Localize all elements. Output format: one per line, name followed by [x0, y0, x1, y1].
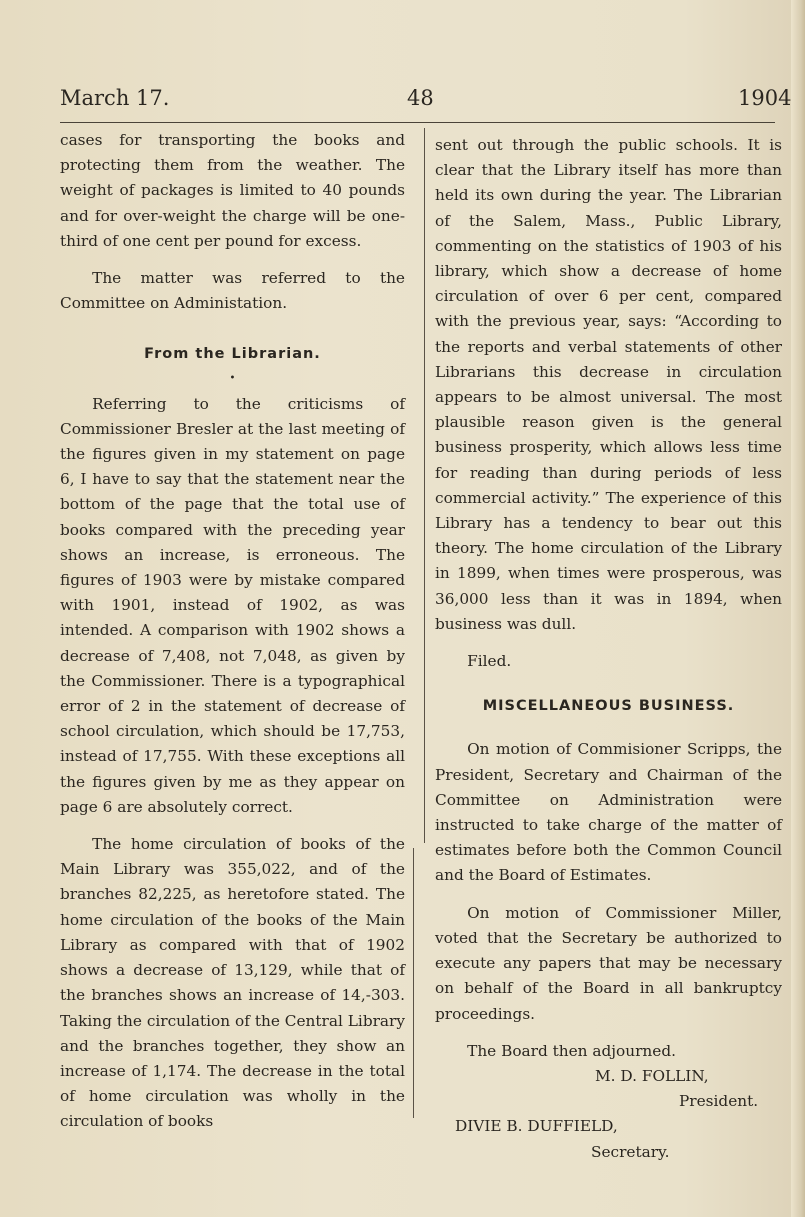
president-title: President. — [679, 1092, 759, 1111]
column-divider-lower — [413, 848, 414, 1118]
president-name: M. D. FOLLIN, — [595, 1066, 709, 1085]
left-paragraph-1: cases for transporting the books and protecting them from the weather. The weight of packages is limited to 40 pounds and for over-weight the charge will be one-third of one cent per pound for excess. — [60, 131, 405, 250]
column-divider — [424, 128, 425, 843]
right-paragraph-3: On motion of Commisioner Scripps, the President, Secretary and Chairman of the Committee on Administration were instructed to take charge of the matter of estimates before both the Common Council and the Board of Estimates. — [435, 740, 782, 885]
header-rule — [60, 122, 775, 123]
header-date: March 17. — [60, 86, 170, 110]
secretary-title: Secretary. — [591, 1142, 670, 1161]
header-year: 1904 — [738, 86, 792, 110]
right-paragraph-4: On motion of Commissioner Miller, voted that the Secretary be authorized to execute any papers that may be necessary on behalf of the Board in all bankruptcy proceedings. — [435, 903, 782, 1023]
page-edge — [791, 0, 805, 1217]
left-paragraph-2: The matter was referred to the Committee on Administation. — [60, 269, 405, 313]
left-paragraph-4: The home circulation of books of the Main Library was 355,022, and of the branches 82,225, as heretofore stated. The home circulation of the books of the Main Library as compared with that of 1902 shows a decrease of 13,129, while that of the branches shows an increase of 14,-303. Taking the circulation of the Central Library and the branches together, they show an increase of 1,174. The decrease in the total of home circulation was wholly in the circulation of books — [60, 835, 405, 1131]
right-paragraph-1: sent out through the public schools. It is clear that the Library itself has more than held its own during the year. The Librarian of the Salem, Mass., Public Library, commenting on the statistics of 1903 of his library, which show a decrease of home circulation of over 6 per cent, compared with the previous year, says: “According to the reports and verbal statements of other Librarians this decrease in circulation appears to be almost universal. The most plausible reason given is the general business prosperity, which allows less time for reading than during periods of less commercial activity.” The experience of this Library has a tendency to bear out this theory. The home circulation of the Library in 1899, when times were prosperous, was 36,000 less than it was in 1894, when business was dull. — [435, 136, 782, 633]
left-column — [60, 128, 405, 1135]
secretary-name: DIVIE B. DUFFIELD, — [455, 1117, 618, 1136]
left-paragraph-3: Referring to the criticisms of Commissioner Bresler at the last meeting of the figures given in my statement on page 6, I have to say that the statement near the bottom of the page that the total use of books compared with the preceding year shows an increase, is erroneous. The figures of 1903 were by mistake compared with 1901, instead of 1902, as was intended. A comparison with 1902 shows a decrease of 7,408, not 7,048, as given by the Commissioner. There is a typographical error of 2 in the statement of decrease of school circulation, which should be 17,753, instead of 17,755. With these exceptions all the figures given by me as they appear on page 6 are absolutely correct. — [60, 394, 405, 816]
heading-dot: • — [229, 372, 236, 384]
section-heading-misc: MISCELLANEOUS BUSINESS. — [482, 698, 735, 715]
right-column — [435, 133, 782, 1165]
right-paragraph-filed: Filed. — [467, 652, 512, 671]
section-heading-librarian: From the Librarian. — [144, 346, 321, 363]
page-number: 48 — [407, 86, 434, 110]
right-paragraph-adjourned: The Board then adjourned. — [467, 1041, 676, 1060]
